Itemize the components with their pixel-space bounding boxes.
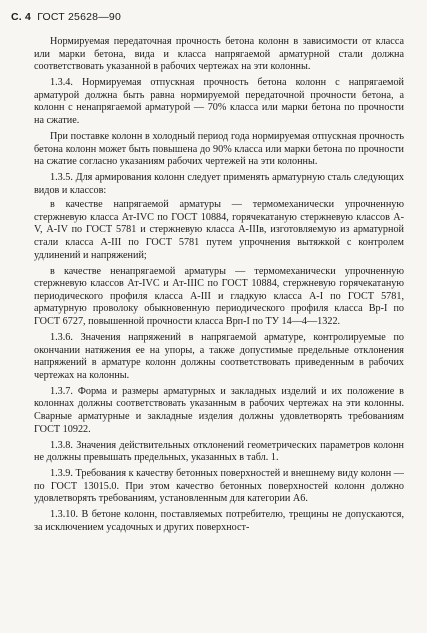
paragraph-1-3-10: 1.3.10. В бетоне колонн, поставляемых потребителю, трещины не допускаются, за исключением усадочных и других поверхност- <box>34 509 404 533</box>
paragraph-1-3-5: 1.3.5. Для армирования колонн следует применять арматурную сталь следующих видов и классов: <box>34 172 404 196</box>
paragraph-transfer-strength: Нормируемая передаточная прочность бетона колонн в зависимости от класса или марки бетона, вида и класса напрягаемой арматурной стали должна соответствовать указанной в рабочих чертежах на эти колонны. <box>34 36 404 73</box>
paragraph-non-prestressed-reinforcement: в качестве ненапрягаемой арматуры — термомеханически упрочненную стержневую классов Ат-IVC и Ат-IIIC по ГОСТ 10884, стержневую горячекатаную периодического профиля класса А-III и гладкую класса А-I по ГОСТ 5781, арматурную проволоку обыкновенную периодического профиля класса Вр-I по ГОСТ 6727, повышенной прочности класса Врп-I по ТУ 14—4—1322. <box>34 265 404 328</box>
page-header <box>11 11 121 23</box>
paragraph-prestressed-reinforcement: в качестве напрягаемой арматуры — термомеханически упрочненную стержневую класса Ат-IVC по ГОСТ 10884, горячекатаную стержневую классов А-V, А-IV по ГОСТ 5781 и стержневую класса А-IIIв, изготовляемую из арматурной стали класса А-III по ГОСТ 5781 путем упрочнения вытяжкой с контролем удлинений и напряжений; <box>34 199 404 261</box>
paragraph-cold-period: При поставке колонн в холодный период года нормируемая отпускная прочность бетона колонн может быть повышена до 90% класса или марки бетона по прочности на сжатие согласно указаниям рабочих чертежей на эти колонны. <box>34 130 404 168</box>
paragraph-1-3-7: 1.3.7. Форма и размеры арматурных и закладных изделий и их положение в колоннах должны соответствовать указанным в рабочих чертежах на эти колонны. Сварные арматурные и закладные изделия должны удовлетворять требованиям ГОСТ 10922. <box>34 385 404 435</box>
standard-number: ГОСТ 25628—90 <box>37 11 121 23</box>
paragraph-1-3-8: 1.3.8. Значения действительных отклонений геометрических параметров колонн не должны превышать предельных, указанных в табл. 1. <box>34 439 404 464</box>
page-number: С. 4 <box>11 11 32 23</box>
paragraph-1-3-6: 1.3.6. Значения напряжений в напрягаемой арматуре, контролируемые по окончании натяжения ее на упоры, а также допустимые предельные отклонения напряжений в арматуре колонн должны соответствовать приведенным в рабочих чертежах на колонны. <box>34 332 404 381</box>
paragraph-1-3-4: 1.3.4. Нормируемая отпускная прочность бетона колонн с напрягаемой арматурой должна быть равна нормируемой передаточной прочности бетона, а колонн с ненапрягаемой арматурой — 70% класса или марки бетона по прочности на сжатие. <box>34 77 404 126</box>
document-body <box>34 36 404 538</box>
paragraph-1-3-9: 1.3.9. Требования к качеству бетонных поверхностей и внешнему виду колонн — по ГОСТ 13015.0. При этом качество бетонных поверхностей колонн должно удовлетворять требованиям, установленным для категории А6. <box>34 468 404 505</box>
